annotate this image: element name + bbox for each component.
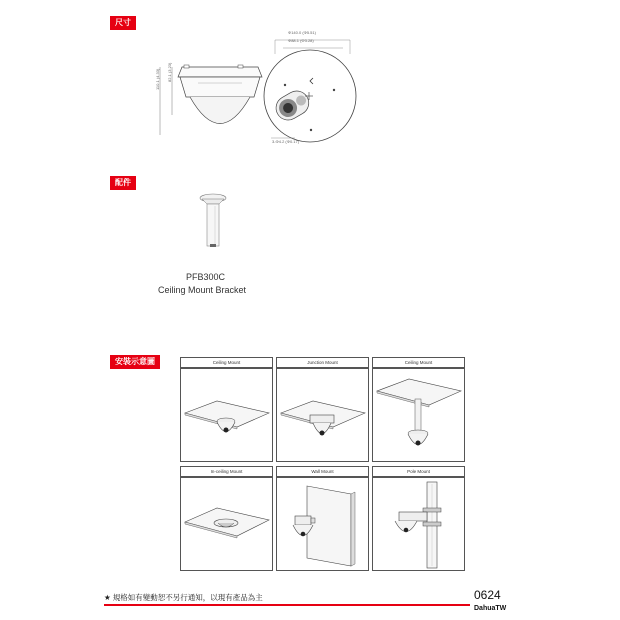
footer-note: ★ 規格如有變動恕不另行通知，以現有產品為主 [104,593,263,602]
section-tag-accessories: 配件 [110,176,136,190]
mount-cell-wall [276,466,369,477]
dim-holes: 3-Φ4.2 (Φ0.17) [272,139,300,144]
mount-label: Pole Mount [372,466,465,477]
document-code: 0624 [474,588,501,602]
dim-outer-diameter: Φ140.0 (Φ5.51) [288,30,316,35]
mount-label: In-ceiling Mount [180,466,273,477]
mount-label: Ceiling Mount [372,357,465,368]
installation-grid [180,357,465,575]
mount-label: Wall Mount [276,466,369,477]
footer-rule [104,604,470,606]
mount-label: Ceiling Mount [180,357,273,368]
mount-cell-junction [276,357,369,368]
mount-cell-in-ceiling [180,466,273,477]
junction-mount-illustration [276,368,369,462]
camera-top-view-drawing [255,34,370,149]
mount-label: Junction Mount [276,357,369,368]
mount-cell-pendant [372,357,465,368]
dim-height-lower: 82.1 (3.23) [167,62,172,82]
ceiling-bracket-image [193,190,233,256]
in-ceiling-mount-illustration [180,477,273,571]
pendant-mount-illustration [372,368,465,462]
ceiling-mount-illustration [180,368,273,462]
mount-cell-ceiling [180,357,273,368]
dim-inner-diameter: Φ88.1 (Φ3.28) [288,38,314,43]
mount-cell-pole [372,466,465,477]
pole-mount-illustration [372,477,465,571]
wall-mount-illustration [276,477,369,571]
section-tag-installation: 安裝示意圖 [110,355,160,369]
dim-height-total: 110.1 (4.33) [155,68,160,90]
accessory-name: Ceiling Mount Bracket [158,285,247,295]
brand-name: DahuaTW [474,605,507,612]
accessory-model: PFB300C [186,272,226,282]
section-tag-dimensions: 尺寸 [110,16,136,30]
